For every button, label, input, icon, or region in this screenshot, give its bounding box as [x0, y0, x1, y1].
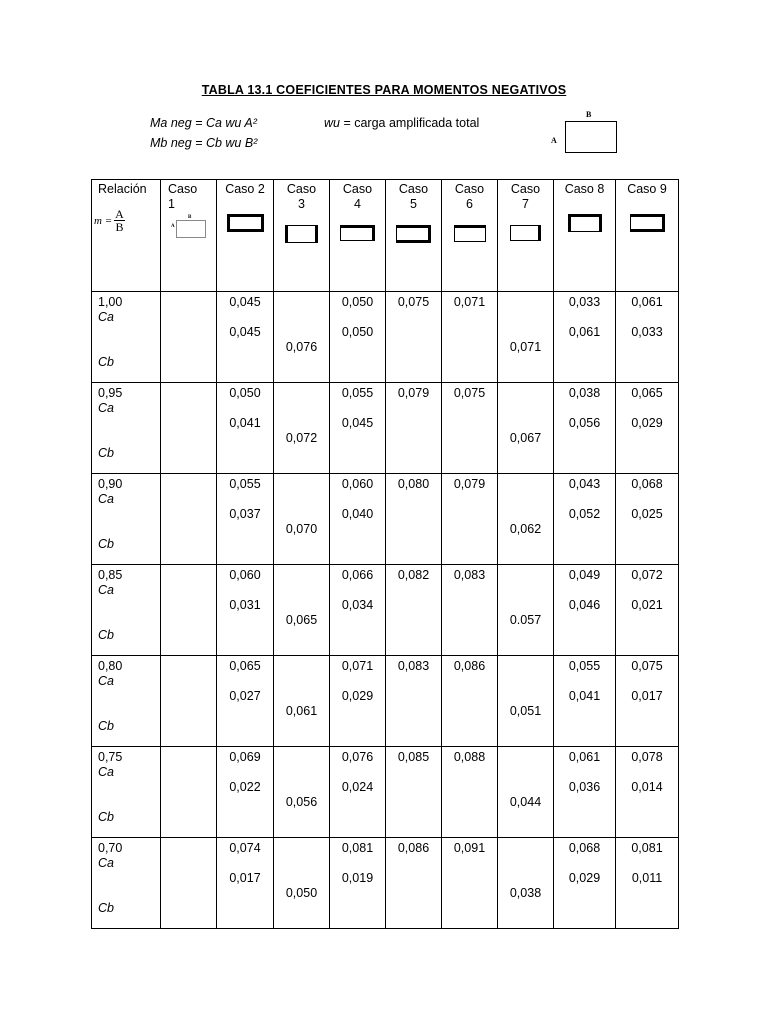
caso-2-cell: [217, 565, 274, 656]
cb-value: 0,033: [631, 325, 663, 339]
ca-value: 0,074: [229, 841, 261, 855]
caso-1-label: Caso: [168, 182, 198, 196]
caso-5-header: [386, 180, 442, 292]
ca-value: 0,061: [631, 295, 663, 309]
cb-value: 0,025: [631, 507, 663, 521]
caso-1-slab: [176, 220, 206, 238]
caso-4-cell: [330, 656, 386, 747]
cb-value: 0,050: [341, 325, 374, 339]
cb-value: 0,040: [341, 507, 374, 521]
cb-value: 0,031: [229, 598, 261, 612]
caso-8-cell: [554, 474, 616, 565]
caso-4-cell: [330, 747, 386, 838]
caso-8-cell: [554, 383, 616, 474]
caso-7-cell: [498, 292, 554, 383]
caso-1-cell: [161, 474, 217, 565]
caso-8-cell: [554, 838, 616, 929]
ratio-value: 0,90: [98, 477, 123, 491]
caso-5-cell: [386, 656, 442, 747]
table-row: [92, 838, 679, 929]
cb-value: 0.057: [509, 613, 542, 627]
ca-value: 0,085: [397, 750, 430, 764]
ca-value: 0,060: [341, 477, 374, 491]
ca-label: Ca: [98, 674, 114, 688]
header-row: [92, 180, 679, 292]
caso-4-cell: [330, 565, 386, 656]
ca-value: 0,083: [453, 568, 486, 582]
cb-label: Cb: [98, 810, 114, 824]
caso-6-cell: [442, 565, 498, 656]
caso-8-header: [554, 180, 616, 292]
relacion-header: [92, 180, 161, 292]
ca-value: 0,079: [453, 477, 486, 491]
relacion-header-label: Relación: [98, 182, 147, 196]
wu-symbol: wu: [324, 116, 340, 130]
ca-value: 0,081: [341, 841, 374, 855]
ca-value: 0,075: [397, 295, 430, 309]
caso-7-cell: [498, 383, 554, 474]
ca-label: Ca: [98, 856, 114, 870]
ca-value: 0,071: [453, 295, 486, 309]
caso-1-cell: [161, 838, 217, 929]
caso-2-label: Caso 2: [225, 182, 265, 196]
ca-value: 0,066: [341, 568, 374, 582]
ca-value: 0,091: [453, 841, 486, 855]
ca-value: 0,080: [397, 477, 430, 491]
caso-4-header: [330, 180, 386, 292]
caso-9-cell: [616, 383, 679, 474]
caso-6-header: [442, 180, 498, 292]
caso-9-cell: [616, 565, 679, 656]
caso-8-cell: [554, 292, 616, 383]
cb-value: 0,061: [568, 325, 601, 339]
ca-value: 0,065: [631, 386, 663, 400]
cb-value: 0,021: [631, 598, 663, 612]
wu-definition: [324, 116, 479, 130]
cb-value: 0,070: [285, 522, 318, 536]
table-row: [92, 292, 679, 383]
caso-9-cell: [616, 838, 679, 929]
caso-6-label: Caso: [454, 182, 485, 196]
ca-value: 0,055: [229, 477, 261, 491]
cb-value: 0,050: [285, 886, 318, 900]
ca-value: 0,061: [568, 750, 601, 764]
ca-label: Ca: [98, 401, 114, 415]
ca-value: 0,075: [631, 659, 663, 673]
cb-value: 0,036: [568, 780, 601, 794]
cb-value: 0,056: [568, 416, 601, 430]
table-row: [92, 747, 679, 838]
caso-1-number: 1: [168, 197, 175, 211]
caso-7-cell: [498, 565, 554, 656]
caso-4-label: Caso: [342, 182, 373, 196]
caso-5-cell: [386, 565, 442, 656]
caso-2-cell: [217, 747, 274, 838]
ca-value: 0,055: [341, 386, 374, 400]
caso-3-cell: [274, 656, 330, 747]
ca-value: 0,065: [229, 659, 261, 673]
ca-value: 0,076: [341, 750, 374, 764]
cb-value: 0,051: [509, 704, 542, 718]
caso-5-cell: [386, 838, 442, 929]
caso-7-cell: [498, 656, 554, 747]
table-row: [92, 565, 679, 656]
ca-value: 0,078: [631, 750, 663, 764]
caso-2-cell: [217, 656, 274, 747]
ratio-cell: [92, 747, 161, 838]
ratio-cell: [92, 838, 161, 929]
caso-2-cell: [217, 474, 274, 565]
caso-6-cell: [442, 838, 498, 929]
caso-9-cell: [616, 292, 679, 383]
cb-value: 0,022: [229, 780, 261, 794]
caso-4-number: 4: [354, 197, 361, 211]
slab-case-2-icon: [227, 214, 264, 232]
cb-value: 0,034: [341, 598, 374, 612]
caso-1-cell: [161, 383, 217, 474]
cb-value: 0,072: [285, 431, 318, 445]
caso-8-cell: [554, 565, 616, 656]
ca-value: 0,049: [568, 568, 601, 582]
caso-1-cell: [161, 747, 217, 838]
table-row: [92, 656, 679, 747]
caso-3-cell: [274, 383, 330, 474]
cb-label: Cb: [98, 901, 114, 915]
caso-3-cell: [274, 838, 330, 929]
diagram-label-b: B: [586, 110, 592, 119]
cb-value: 0,041: [229, 416, 261, 430]
caso-6-number: 6: [466, 197, 473, 211]
cb-value: 0,037: [229, 507, 261, 521]
ca-value: 0,045: [229, 295, 261, 309]
caso-8-cell: [554, 656, 616, 747]
ca-value: 0,081: [631, 841, 663, 855]
caso-1-cell: [161, 292, 217, 383]
mb-equation: Mb neg = Cb wu B²: [150, 136, 258, 150]
caso-9-cell: [616, 656, 679, 747]
cb-value: 0,071: [509, 340, 542, 354]
caso-5-cell: [386, 474, 442, 565]
caso-2-header: [217, 180, 274, 292]
cb-value: 0,067: [509, 431, 542, 445]
panel-diagram: [565, 121, 617, 153]
caso-9-header: [616, 180, 679, 292]
m-numerator: A: [115, 207, 124, 221]
caso-3-cell: [274, 292, 330, 383]
caso-8-label: Caso 8: [564, 182, 605, 196]
m-symbol: m =: [94, 214, 113, 227]
ca-label: Ca: [98, 310, 114, 324]
cb-value: 0,024: [341, 780, 374, 794]
cb-value: 0,065: [285, 613, 318, 627]
slab-case-9-icon: [630, 214, 665, 232]
caso-3-label: Caso: [286, 182, 317, 196]
ratio-cell: [92, 383, 161, 474]
cb-value: 0,046: [568, 598, 601, 612]
ca-value: 0,082: [397, 568, 430, 582]
cb-value: 0,061: [285, 704, 318, 718]
cb-label: Cb: [98, 446, 114, 460]
caso-3-number: 3: [298, 197, 305, 211]
caso-6-cell: [442, 383, 498, 474]
caso-3-cell: [274, 747, 330, 838]
coefficient-table: [91, 179, 679, 929]
ca-value: 0,060: [229, 568, 261, 582]
caso-4-cell: [330, 838, 386, 929]
caso-1-cell: [161, 565, 217, 656]
caso-9-cell: [616, 474, 679, 565]
ratio-value: 0,75: [98, 750, 123, 764]
cb-value: 0,045: [229, 325, 261, 339]
cb-value: 0,038: [509, 886, 542, 900]
cb-value: 0,041: [568, 689, 601, 703]
ca-value: 0,075: [453, 386, 486, 400]
caso-5-cell: [386, 383, 442, 474]
ca-value: 0,050: [341, 295, 374, 309]
cb-value: 0,029: [631, 416, 663, 430]
cb-label: Cb: [98, 719, 114, 733]
m-fraction: [114, 208, 125, 233]
cb-value: 0,019: [341, 871, 374, 885]
ca-value: 0,055: [568, 659, 601, 673]
ca-value: 0,086: [397, 841, 430, 855]
caso-7-cell: [498, 747, 554, 838]
cb-value: 0,017: [229, 871, 261, 885]
m-denominator: B: [115, 220, 124, 234]
caso-4-cell: [330, 474, 386, 565]
caso-1-cell: [161, 656, 217, 747]
cb-label: Cb: [98, 537, 114, 551]
slab-case-6-icon: [454, 225, 486, 242]
ca-value: 0,086: [453, 659, 486, 673]
caso-7-number: 7: [522, 197, 529, 211]
cb-label: Cb: [98, 355, 114, 369]
caso-7-cell: [498, 474, 554, 565]
ma-equation: Ma neg = Ca wu A²: [150, 116, 257, 130]
ca-label: Ca: [98, 765, 114, 779]
ca-value: 0,043: [568, 477, 601, 491]
slab-case-7-icon: [510, 225, 541, 241]
ca-value: 0,083: [397, 659, 430, 673]
caso-2-cell: [217, 838, 274, 929]
diagram-label-a: A: [551, 136, 557, 145]
cb-value: 0,076: [285, 340, 318, 354]
caso-6-cell: [442, 292, 498, 383]
slab-case-5-icon: [396, 225, 431, 243]
caso-5-label: Caso: [398, 182, 429, 196]
caso-3-cell: [274, 565, 330, 656]
ratio-cell: [92, 565, 161, 656]
ratio-value: 0,80: [98, 659, 123, 673]
m-ratio-formula: [94, 208, 160, 233]
cb-value: 0,014: [631, 780, 663, 794]
ca-label: Ca: [98, 492, 114, 506]
ca-value: 0,079: [397, 386, 430, 400]
caso-1-label-b: B: [188, 215, 192, 220]
caso-8-cell: [554, 747, 616, 838]
cb-value: 0,011: [631, 871, 663, 885]
ca-value: 0,050: [229, 386, 261, 400]
cb-value: 0,045: [341, 416, 374, 430]
caso-2-cell: [217, 383, 274, 474]
caso-6-cell: [442, 656, 498, 747]
caso-9-label: Caso 9: [627, 182, 667, 196]
ratio-cell: [92, 292, 161, 383]
ca-value: 0,072: [631, 568, 663, 582]
cb-value: 0,027: [229, 689, 261, 703]
caso-6-cell: [442, 747, 498, 838]
ratio-value: 0,85: [98, 568, 123, 582]
caso-5-cell: [386, 747, 442, 838]
caso-7-cell: [498, 838, 554, 929]
cb-value: 0,056: [285, 795, 318, 809]
caso-9-cell: [616, 747, 679, 838]
ratio-value: 0,95: [98, 386, 123, 400]
ca-value: 0,038: [568, 386, 601, 400]
ca-label: Ca: [98, 583, 114, 597]
cb-value: 0,017: [631, 689, 663, 703]
ca-value: 0,068: [568, 841, 601, 855]
page-title: TABLA 13.1 COEFICIENTES PARA MOMENTOS NEGATIVOS: [201, 83, 567, 97]
caso-7-header: [498, 180, 554, 292]
ratio-value: 1,00: [98, 295, 123, 309]
caso-7-label: Caso: [510, 182, 541, 196]
ca-value: 0,033: [568, 295, 601, 309]
slab-case-1-icon: [161, 215, 216, 239]
caso-4-cell: [330, 292, 386, 383]
caso-3-header: [274, 180, 330, 292]
slab-case-3-icon: [285, 225, 318, 243]
ca-value: 0,069: [229, 750, 261, 764]
ratio-value: 0,70: [98, 841, 123, 855]
wu-definition-text: = carga amplificada total: [339, 116, 480, 130]
cb-value: 0,044: [509, 795, 542, 809]
cb-value: 0,062: [509, 522, 542, 536]
ratio-cell: [92, 656, 161, 747]
caso-5-cell: [386, 292, 442, 383]
slab-case-8-icon: [568, 214, 602, 232]
caso-3-cell: [274, 474, 330, 565]
caso-1-label-a: A: [171, 224, 175, 229]
cb-label: Cb: [98, 628, 114, 642]
caso-2-cell: [217, 292, 274, 383]
table-row: [92, 474, 679, 565]
table-row: [92, 383, 679, 474]
ca-value: 0,088: [453, 750, 486, 764]
slab-case-4-icon: [340, 225, 375, 241]
caso-5-number: 5: [410, 197, 417, 211]
ca-value: 0,068: [631, 477, 663, 491]
cb-value: 0,052: [568, 507, 601, 521]
caso-6-cell: [442, 474, 498, 565]
cb-value: 0,029: [341, 689, 374, 703]
ratio-cell: [92, 474, 161, 565]
caso-1-header: [161, 180, 217, 292]
ca-value: 0,071: [341, 659, 374, 673]
caso-4-cell: [330, 383, 386, 474]
cb-value: 0,029: [568, 871, 601, 885]
